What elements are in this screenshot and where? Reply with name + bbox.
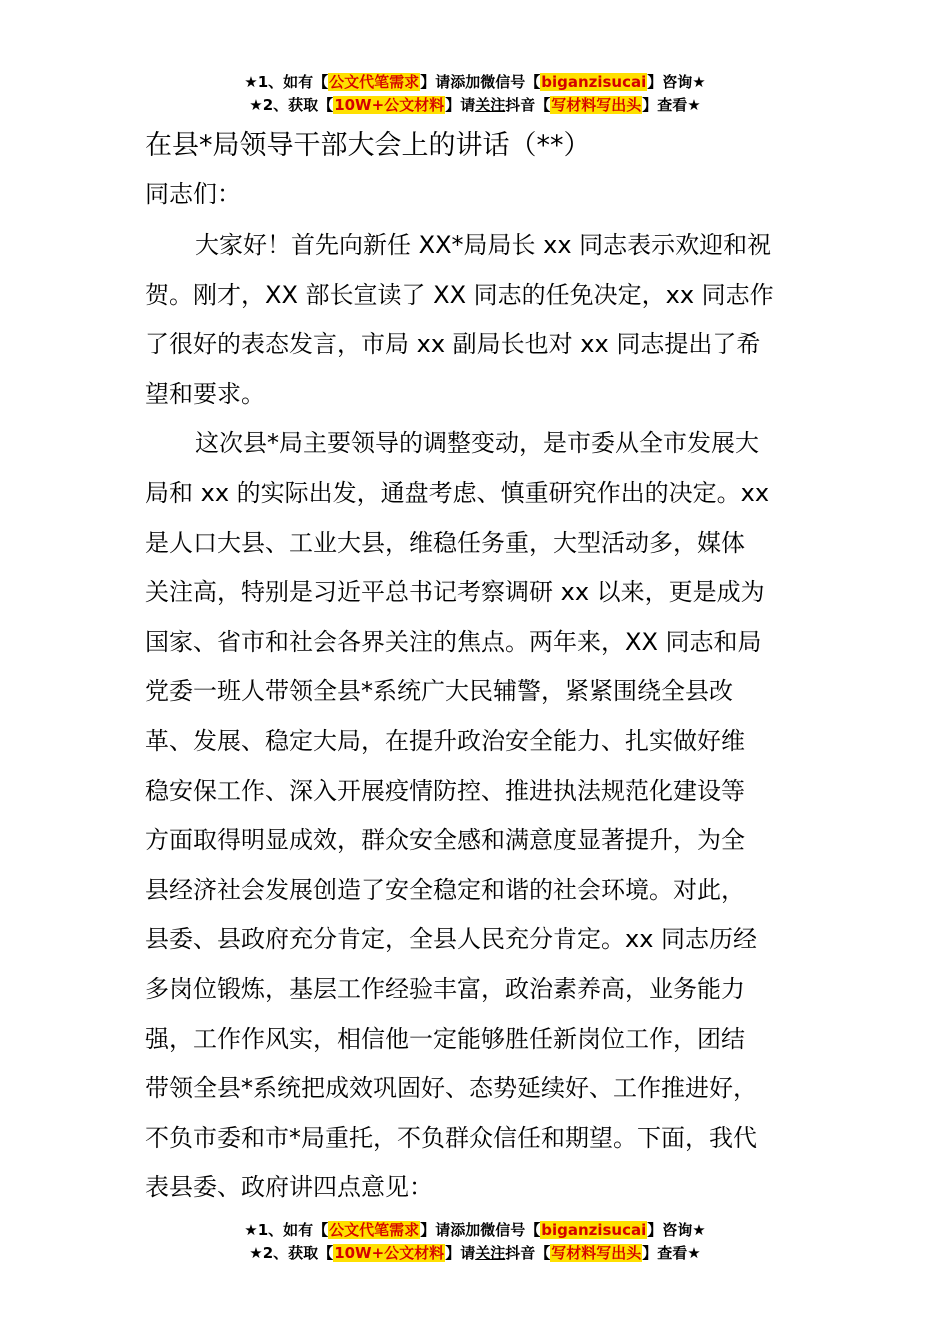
ad-text: 】咨询★ (647, 73, 706, 91)
ad-highlight: 写材料写出头 (551, 1244, 642, 1262)
ad-text: 】请 (445, 1244, 476, 1262)
body-line: 不负市委和市*局重托，不负群众信任和期望。下面，我代 (145, 1123, 757, 1152)
ad-highlight: 公文代笔需求 (329, 73, 420, 91)
ad-wechat-id: biganzisucai (541, 73, 647, 91)
body-line: 局和 xx 的实际出发，通盘考虑、慎重研究作出的决定。xx (145, 479, 770, 507)
body-line: 这次县*局主要领导的调整变动，是市委从全市发展大 (195, 429, 759, 458)
body-line: 大家好！首先向新任 XX*局局长 xx 同志表示欢迎和祝 (195, 231, 772, 259)
ad-banner-bottom-line-1 (0, 1219, 950, 1241)
ad-underlined-text: 关注 (475, 96, 506, 114)
ad-banner-bottom-line-2 (0, 1242, 950, 1264)
ad-text: 】咨询★ (647, 1221, 706, 1239)
salutation: 同志们： (145, 180, 241, 208)
body-line: 强，工作作风实，相信他一定能够胜任新岗位工作，团结 (145, 1024, 745, 1053)
ad-highlight: 10W+公文材料 (334, 1244, 445, 1262)
body-line: 党委一班人带领全县*系统广大民辅警，紧紧围绕全县改 (145, 677, 733, 706)
body-line: 国家、省市和社会各界关注的焦点。两年来，XX 同志和局 (145, 627, 762, 656)
body-line: 是人口大县、工业大县，维稳任务重，大型活动多，媒体 (145, 528, 745, 557)
body-line: 革、发展、稳定大局，在提升政治安全能力、扎实做好维 (145, 727, 745, 755)
body-line: 县经济社会发展创造了安全稳定和谐的社会环境。对此， (145, 875, 745, 904)
ad-banner-top-line-1 (0, 71, 950, 93)
ad-text: ★2、获取【 (249, 1244, 334, 1262)
document-title: 在县*局领导干部大会上的讲话（**） (145, 130, 591, 161)
body-line: 多岗位锻炼，基层工作经验丰富，政治素养高，业务能力 (145, 975, 745, 1003)
body-line: 县委、县政府充分肯定，全县人民充分肯定。xx 同志历经 (145, 925, 758, 954)
ad-highlight: 公文代笔需求 (329, 1221, 420, 1239)
body-line: 稳安保工作、深入开展疫情防控、推进执法规范化建设等 (145, 776, 745, 805)
ad-text: 抖音【 (505, 96, 551, 114)
ad-wechat-id: biganzisucai (541, 1221, 647, 1239)
ad-text: 】请添加微信号【 (420, 73, 541, 91)
body-line: 关注高，特别是习近平总书记考察调研 xx 以来，更是成为 (145, 578, 765, 607)
body-line: 了很好的表态发言，市局 xx 副局长也对 xx 同志提出了希 (145, 330, 761, 359)
ad-text: ★1、如有【 (244, 1221, 329, 1239)
ad-text: ★1、如有【 (244, 73, 329, 91)
body-line: 方面取得明显成效，群众安全感和满意度显著提升，为全 (145, 826, 745, 855)
ad-highlight: 写材料写出头 (551, 96, 642, 114)
body-line: 贺。刚才，XX 部长宣读了 XX 同志的任免决定，xx 同志作 (145, 280, 774, 309)
ad-text: 】查看★ (642, 96, 701, 114)
ad-banner-top-line-2 (0, 94, 950, 116)
ad-text: 】请添加微信号【 (420, 1221, 541, 1239)
ad-text: 】请 (445, 96, 476, 114)
body-line: 带领全县*系统把成效巩固好、态势延续好、工作推进好， (145, 1074, 757, 1103)
ad-text: 抖音【 (505, 1244, 551, 1262)
body-line: 望和要求。 (145, 379, 265, 408)
ad-highlight: 10W+公文材料 (334, 96, 445, 114)
ad-underlined-text: 关注 (475, 1244, 506, 1262)
ad-text: ★2、获取【 (249, 96, 334, 114)
body-line: 表县委、政府讲四点意见： (145, 1173, 433, 1202)
ad-text: 】查看★ (642, 1244, 701, 1262)
